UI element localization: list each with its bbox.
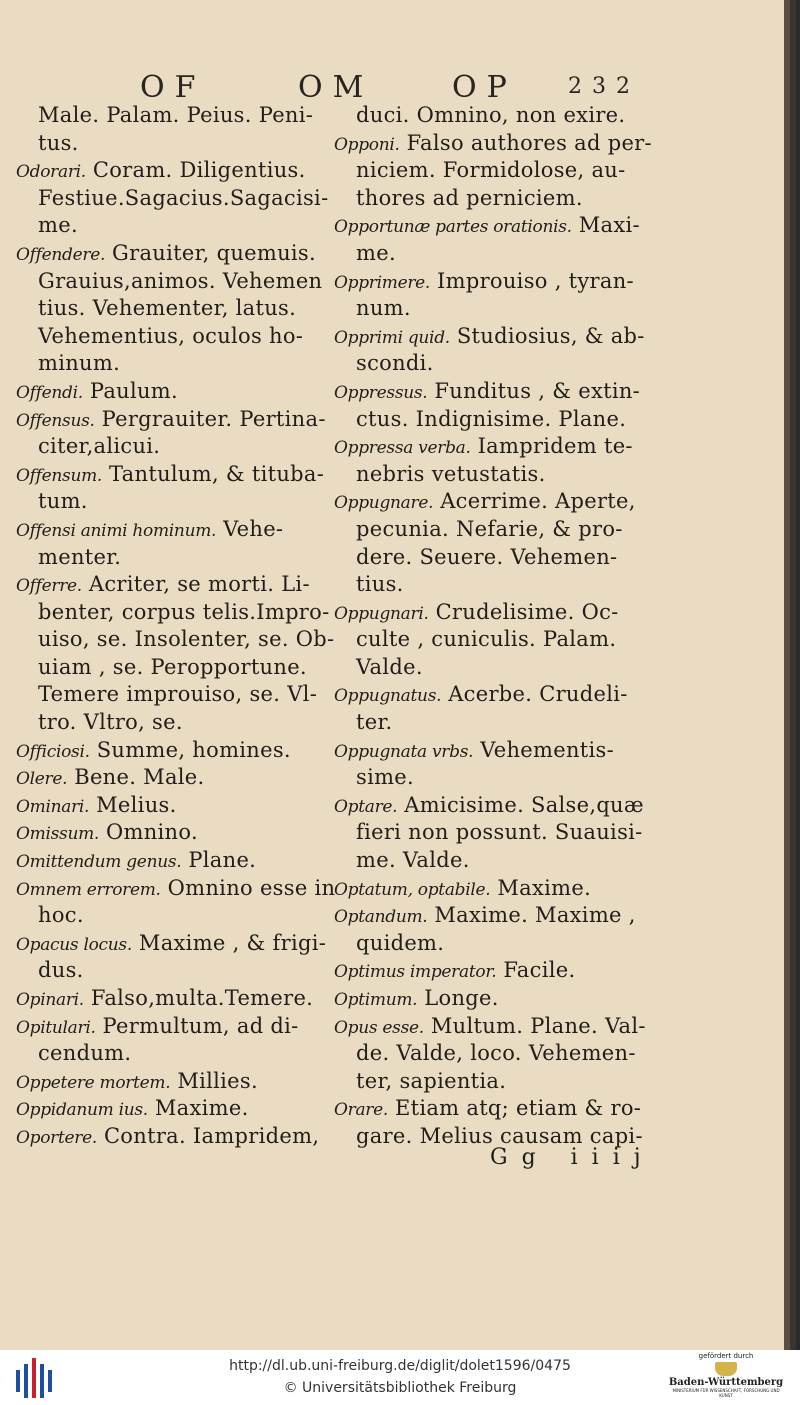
entry-headword: Oportere. bbox=[16, 1127, 97, 1148]
text-line bbox=[334, 1095, 680, 1123]
text-line bbox=[334, 1013, 680, 1041]
text-line bbox=[334, 461, 680, 489]
entry-headword: Ominari. bbox=[16, 796, 90, 817]
entry-text: quidem. bbox=[356, 930, 445, 955]
entry-text: thores ad perniciem. bbox=[356, 185, 583, 210]
entry-text: dere. Seuere. Vehemen- bbox=[356, 544, 618, 569]
text-line bbox=[16, 737, 356, 765]
text-line bbox=[334, 930, 680, 958]
entry-headword: Opus esse. bbox=[334, 1017, 424, 1038]
entry-text: uiso, se. Insolenter, se. Ob- bbox=[38, 627, 335, 652]
copyright-notice: © Universitätsbibliothek Freiburg bbox=[283, 1380, 517, 1396]
text-line bbox=[334, 681, 680, 709]
entry-text: Acerbe. Crudeli- bbox=[441, 682, 628, 707]
text-line bbox=[334, 406, 680, 434]
entry-text: Acriter, se morti. Li- bbox=[81, 572, 310, 597]
entry-text: hoc. bbox=[38, 903, 84, 928]
entry-text: ter. bbox=[356, 710, 393, 735]
entry-headword: Orare. bbox=[334, 1100, 388, 1121]
text-line bbox=[16, 681, 356, 709]
entry-text: scondi. bbox=[356, 351, 434, 376]
text-line bbox=[334, 764, 680, 792]
entry-text: Maxime. bbox=[147, 1096, 249, 1121]
text-line bbox=[16, 599, 356, 627]
entry-headword: Optimum. bbox=[334, 990, 418, 1010]
entry-headword: Optimus imperator. bbox=[334, 962, 497, 983]
entry-text: Maxime. bbox=[490, 875, 592, 900]
right-column bbox=[334, 102, 680, 1151]
text-line bbox=[16, 323, 356, 351]
text-line bbox=[334, 902, 680, 930]
entry-text: Grauius,animos. Vehemen bbox=[38, 268, 323, 293]
entry-text: Acerrime. Aperte, bbox=[433, 489, 636, 514]
entry-text: Tantulum, & tituba- bbox=[102, 461, 325, 486]
text-line bbox=[334, 323, 680, 351]
entry-text: Vehementius, oculos ho- bbox=[38, 323, 304, 348]
sponsor-logo bbox=[666, 1352, 786, 1402]
entry-text: tro. Vltro, se. bbox=[38, 710, 183, 735]
entry-text: Pergrauiter. Pertina- bbox=[94, 406, 326, 431]
entry-headword: Opprimere. bbox=[334, 272, 431, 293]
text-line bbox=[16, 654, 356, 682]
entry-headword: Oppressa verba. bbox=[334, 438, 471, 459]
entry-headword: Oppidanum ius. bbox=[16, 1100, 148, 1121]
entry-text: duci. Omnino, non exire. bbox=[356, 103, 626, 127]
entry-text: Maxi- bbox=[571, 213, 640, 238]
text-line bbox=[334, 985, 680, 1013]
state-crest-icon bbox=[715, 1362, 737, 1376]
entry-text: tus. bbox=[38, 130, 79, 155]
text-line bbox=[334, 130, 680, 158]
entry-text: Longe. bbox=[417, 986, 499, 1010]
entry-text: ctus. Indignisime. Plane. bbox=[356, 406, 627, 431]
entry-text: niciem. Formidolose, au- bbox=[356, 158, 626, 183]
entry-text: Paulum. bbox=[82, 378, 178, 403]
entry-text: Male. Palam. Peius. Peni- bbox=[38, 103, 314, 127]
text-line bbox=[16, 792, 356, 820]
text-line bbox=[334, 875, 680, 903]
entry-headword: Offendi. bbox=[16, 382, 83, 403]
text-line bbox=[16, 212, 356, 240]
text-line bbox=[334, 516, 680, 544]
entry-headword: Omnem errorem. bbox=[16, 879, 161, 900]
entry-headword: Oppressus. bbox=[334, 382, 428, 403]
entry-headword: Oppetere mortem. bbox=[16, 1072, 171, 1093]
entry-text: Vehe- bbox=[216, 516, 284, 541]
text-line bbox=[334, 102, 680, 130]
entry-headword: Optatum, optabile. bbox=[334, 879, 491, 900]
text-line bbox=[16, 847, 356, 875]
text-line bbox=[334, 544, 680, 572]
text-line bbox=[16, 957, 356, 985]
entry-text: Plane. bbox=[181, 848, 257, 873]
text-line bbox=[16, 709, 356, 737]
entry-headword: Optandum. bbox=[334, 907, 428, 928]
page-number: 232 bbox=[568, 74, 640, 99]
entry-text: me. bbox=[356, 240, 396, 265]
entry-headword: Oppugnata vrbs. bbox=[334, 741, 474, 762]
entry-headword: Offensi animi hominum. bbox=[16, 520, 217, 541]
entry-text: ter, sapientia. bbox=[356, 1068, 507, 1093]
entry-text: Funditus , & extin- bbox=[427, 378, 641, 403]
text-line bbox=[16, 1068, 356, 1096]
text-line bbox=[334, 157, 680, 185]
text-line bbox=[16, 1095, 356, 1123]
text-line bbox=[334, 240, 680, 268]
entry-text: Bene. Male. bbox=[67, 765, 205, 790]
text-line bbox=[334, 295, 680, 323]
text-line bbox=[16, 488, 356, 516]
text-line bbox=[334, 350, 680, 378]
entry-text: Studiosius, & ab- bbox=[449, 323, 645, 348]
running-head-om: OM bbox=[298, 70, 374, 105]
entry-headword: Offensum. bbox=[16, 465, 103, 486]
text-line bbox=[334, 1068, 680, 1096]
entry-text: minum. bbox=[38, 351, 121, 376]
text-line bbox=[16, 406, 356, 434]
text-line bbox=[16, 157, 356, 185]
entry-headword: Odorari. bbox=[16, 162, 86, 183]
entry-text: Facile. bbox=[496, 958, 576, 983]
entry-text: menter. bbox=[38, 544, 122, 569]
entry-headword: Oppugnatus. bbox=[334, 686, 442, 707]
entry-text: num. bbox=[356, 296, 411, 321]
entry-text: Temere improuiso, se. Vl- bbox=[38, 682, 318, 707]
entry-text: Crudelisime. Oc- bbox=[428, 599, 619, 624]
entry-text: Improuiso , tyran- bbox=[430, 268, 634, 293]
text-line bbox=[16, 433, 356, 461]
text-line bbox=[334, 957, 680, 985]
entry-text: Omnino esse in bbox=[160, 875, 336, 900]
sponsor-subtitle: MINISTERIUM FÜR WISSENSCHAFT, FORSCHUNG UND KUNST bbox=[672, 1388, 780, 1398]
text-line bbox=[16, 930, 356, 958]
entry-text: Falso,multa.Temere. bbox=[83, 986, 314, 1010]
entry-text: Millies. bbox=[170, 1068, 258, 1093]
text-line bbox=[334, 378, 680, 406]
running-head bbox=[0, 70, 790, 104]
text-line bbox=[16, 378, 356, 406]
text-line bbox=[334, 847, 680, 875]
entry-text: Contra. Iampridem, bbox=[96, 1123, 320, 1148]
entry-headword: Opitulari. bbox=[16, 1017, 96, 1038]
text-line bbox=[16, 130, 356, 158]
entry-text: culte , cuniculis. Palam. bbox=[356, 627, 617, 652]
entry-text: Maxime. Maxime , bbox=[427, 903, 636, 928]
text-line bbox=[334, 212, 680, 240]
page-edge bbox=[784, 0, 790, 1350]
left-column bbox=[16, 102, 356, 1151]
text-line bbox=[16, 185, 356, 213]
permalink-url[interactable]: http://dl.ub.uni-freiburg.de/diglit/dolet1596/0475 bbox=[229, 1358, 571, 1374]
text-line bbox=[16, 626, 356, 654]
running-head-op: OP bbox=[452, 70, 517, 105]
text-line bbox=[334, 737, 680, 765]
entry-headword: Oppugnari. bbox=[334, 603, 429, 624]
entry-text: Festiue.Sagacius.Sagacisi- bbox=[38, 185, 329, 210]
entry-headword: Oppugnare. bbox=[334, 493, 434, 514]
entry-text: gare. Melius causam capi- bbox=[356, 1123, 643, 1148]
entry-text: Omnino. bbox=[99, 820, 198, 845]
text-line bbox=[16, 1123, 356, 1151]
text-line bbox=[16, 544, 356, 572]
entry-text: Grauiter, quemuis. bbox=[105, 240, 316, 265]
entry-text: Falso authores ad per- bbox=[399, 130, 652, 155]
entry-headword: Opportunæ partes orationis. bbox=[334, 217, 572, 238]
entry-headword: Opprimi quid. bbox=[334, 327, 450, 348]
text-line bbox=[16, 902, 356, 930]
text-line bbox=[16, 461, 356, 489]
entry-text: fieri non possunt. Suauisi- bbox=[356, 820, 643, 845]
text-line bbox=[16, 819, 356, 847]
running-head-of: OF bbox=[140, 70, 206, 105]
entry-text: pecunia. Nefarie, & pro- bbox=[356, 516, 623, 541]
text-line bbox=[16, 350, 356, 378]
entry-headword: Omittendum genus. bbox=[16, 852, 182, 873]
entry-text: Vehementis- bbox=[473, 737, 615, 762]
entry-headword: Opinari. bbox=[16, 990, 84, 1010]
text-line bbox=[334, 654, 680, 682]
entry-text: sime. bbox=[356, 765, 415, 790]
entry-headword: Offerre. bbox=[16, 576, 82, 597]
text-line bbox=[16, 295, 356, 323]
entry-text: cendum. bbox=[38, 1041, 132, 1066]
entry-text: tum. bbox=[38, 489, 88, 514]
text-line bbox=[16, 1013, 356, 1041]
entry-text: Iampridem te- bbox=[470, 434, 633, 459]
entry-headword: Olere. bbox=[16, 769, 68, 790]
text-line bbox=[334, 599, 680, 627]
text-line bbox=[16, 268, 356, 296]
footer-bar bbox=[0, 1350, 800, 1405]
entry-headword: Omissum. bbox=[16, 824, 100, 845]
entry-text: me. bbox=[38, 213, 78, 238]
text-line bbox=[334, 571, 680, 599]
catchword: Gg iiij bbox=[490, 1145, 655, 1170]
text-line bbox=[16, 1040, 356, 1068]
text-line bbox=[334, 185, 680, 213]
text-line bbox=[16, 875, 356, 903]
entry-headword: Opponi. bbox=[334, 134, 400, 155]
entry-text: Valde. bbox=[356, 654, 423, 679]
text-line bbox=[334, 792, 680, 820]
text-line bbox=[16, 102, 356, 130]
entry-text: Melius. bbox=[89, 792, 177, 817]
entry-text: me. Valde. bbox=[356, 848, 470, 873]
entry-text: tius. Vehementer, latus. bbox=[38, 296, 297, 321]
text-line bbox=[16, 516, 356, 544]
sponsor-note: gefördert durch bbox=[698, 1352, 754, 1360]
sponsor-name: Baden-Württemberg bbox=[668, 1377, 784, 1388]
entry-text: Amicisime. Salse,quæ bbox=[397, 792, 644, 817]
entry-text: Etiam atq; etiam & ro- bbox=[388, 1096, 642, 1121]
entry-text: Multum. Plane. Val- bbox=[423, 1013, 646, 1038]
text-line bbox=[334, 1040, 680, 1068]
entry-headword: Optare. bbox=[334, 796, 398, 817]
text-line bbox=[16, 571, 356, 599]
text-line bbox=[16, 985, 356, 1013]
entry-headword: Opacus locus. bbox=[16, 934, 132, 955]
entry-text: benter, corpus telis.Impro- bbox=[38, 599, 330, 624]
entry-headword: Offensus. bbox=[16, 410, 95, 431]
entry-text: Summe, homines. bbox=[89, 737, 291, 762]
text-line bbox=[334, 709, 680, 737]
entry-text: Coram. Diligentius. bbox=[85, 158, 306, 183]
entry-text: citer,alicui. bbox=[38, 434, 161, 459]
text-line bbox=[16, 764, 356, 792]
text-line bbox=[334, 433, 680, 461]
entry-text: de. Valde, loco. Vehemen- bbox=[356, 1041, 636, 1066]
entry-text: Maxime , & frigi- bbox=[131, 930, 327, 955]
text-line bbox=[334, 626, 680, 654]
entry-text: Permultum, ad di- bbox=[95, 1013, 299, 1038]
entry-text: uiam , se. Peropportune. bbox=[38, 654, 307, 679]
text-line bbox=[334, 488, 680, 516]
text-line bbox=[334, 268, 680, 296]
text-line bbox=[16, 240, 356, 268]
entry-headword: Offendere. bbox=[16, 244, 106, 265]
entry-headword: Officiosi. bbox=[16, 741, 90, 762]
entry-text: tius. bbox=[356, 572, 404, 597]
text-line bbox=[334, 819, 680, 847]
entry-text: nebris vetustatis. bbox=[356, 461, 546, 486]
entry-text: dus. bbox=[38, 958, 84, 983]
